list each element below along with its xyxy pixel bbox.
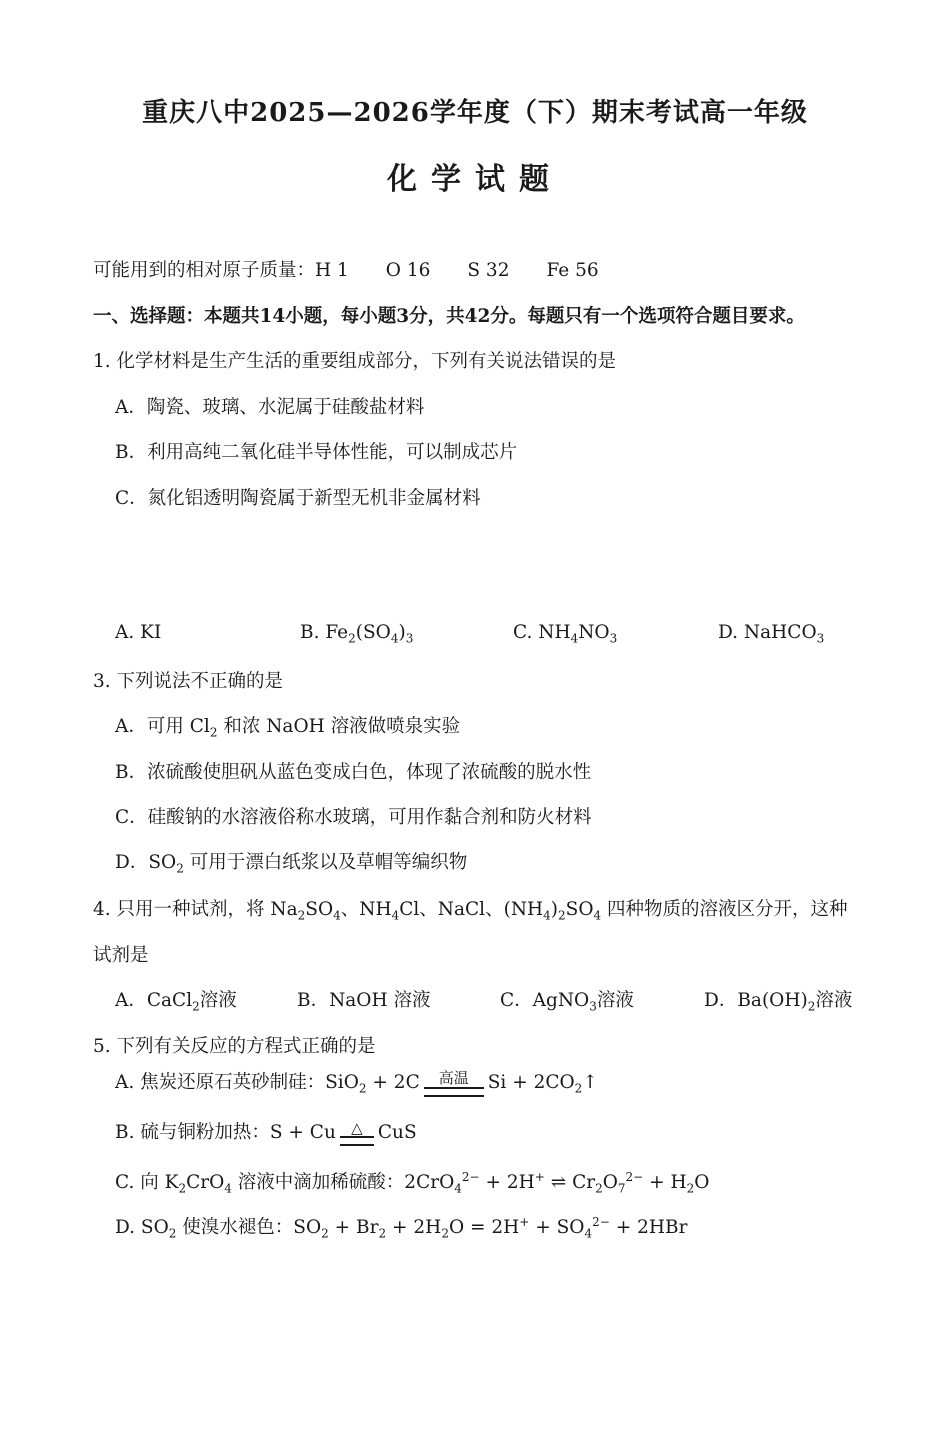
q2-options — [115, 622, 875, 646]
q3-option-d: D．$SO_2$ 可用于漂白纸浆以及草帽等编织物 — [115, 852, 468, 876]
q2-option-b: B. $Fe_2(SO_4)_3$ — [300, 622, 414, 646]
q5-option-a: A. 焦炭还原石英砂制硅：SiO$_2$ + 2C 高温 $Si + 2CO_2↑$ — [115, 1068, 598, 1096]
q3-option-c: C．硅酸钠的水溶液俗称水玻璃，可用作黏合剂和防火材料 — [115, 807, 592, 828]
q2-option-c: C. $NH_4NO_3$ — [513, 622, 618, 646]
q4-option-b: B．NaOH 溶液 — [297, 990, 431, 1011]
q5-stem: 5. 下列有关反应的方程式正确的是 — [93, 1036, 376, 1057]
reaction-condition-high-temp: 高温 — [424, 1070, 484, 1097]
q4-stem: 4. 只用一种试剂，将 $Na_2SO_4$、$NH_4Cl$、NaCl、$(NH_4)_2SO_4$ 四种物质的溶液区分开，这种 — [93, 899, 848, 923]
q2-option-d: D. NaHCO$_3$ — [718, 622, 825, 646]
q5-option-d: D. $SO_2$ 使溴水褪色：$SO_2 + Br_2 + 2H_2O = 2H^+ + SO_4^{2-} + 2HBr$ — [115, 1214, 688, 1241]
q1-option-a: A．陶瓷、玻璃、水泥属于硅酸盐材料 — [115, 397, 425, 418]
q4-option-d: D．$Ba(OH)_2$溶液 — [704, 990, 853, 1014]
section-heading: 一、选择题：本题共14小题，每小题3分，共42分。每题只有一个选项符合题目要求。 — [93, 306, 805, 327]
q3-option-b: B．浓硫酸使胆矾从蓝色变成白色，体现了浓硫酸的脱水性 — [115, 762, 592, 783]
q5-option-c: C. 向 $K_2CrO_4$ 溶液中滴加稀硫酸：2CrO$_4^{2-}$ + 2H+ ⇌ $Cr_2O_7^{2-} + H_2O$ — [115, 1169, 710, 1196]
q3-option-a: A．可用 $Cl_2$ 和浓 NaOH 溶液做喷泉实验 — [115, 716, 461, 740]
q4-options — [115, 986, 875, 1014]
q4-option-c: C．AgNO$_3$溶液 — [500, 990, 634, 1014]
q2-option-a: A. KI — [115, 622, 162, 643]
q5-option-b: B. 硫与铜粉加热：S + Cu △ CuS — [115, 1118, 417, 1146]
q4-stem-cont: 试剂是 — [93, 945, 149, 966]
subject-title: 化学试题 — [387, 162, 563, 197]
q1-option-b: B．利用高纯二氧化硅半导体性能，可以制成芯片 — [115, 442, 518, 463]
q3-stem: 3. 下列说法不正确的是 — [93, 671, 284, 692]
q1-option-c: C．氮化铝透明陶瓷属于新型无机非金属材料 — [115, 488, 481, 509]
exam-title: 重庆八中2025—2026学年度（下）期末考试高一年级 — [142, 98, 808, 128]
atomic-masses: 可能用到的相对原子质量：H 1 O 16 S 32 Fe 56 — [93, 260, 599, 281]
q4-option-a: A．CaCl$_2$溶液 — [115, 990, 237, 1014]
q1-stem: 1. 化学材料是生产生活的重要组成部分，下列有关说法错误的是 — [93, 351, 617, 372]
heat-triangle-icon: △ — [340, 1121, 374, 1146]
